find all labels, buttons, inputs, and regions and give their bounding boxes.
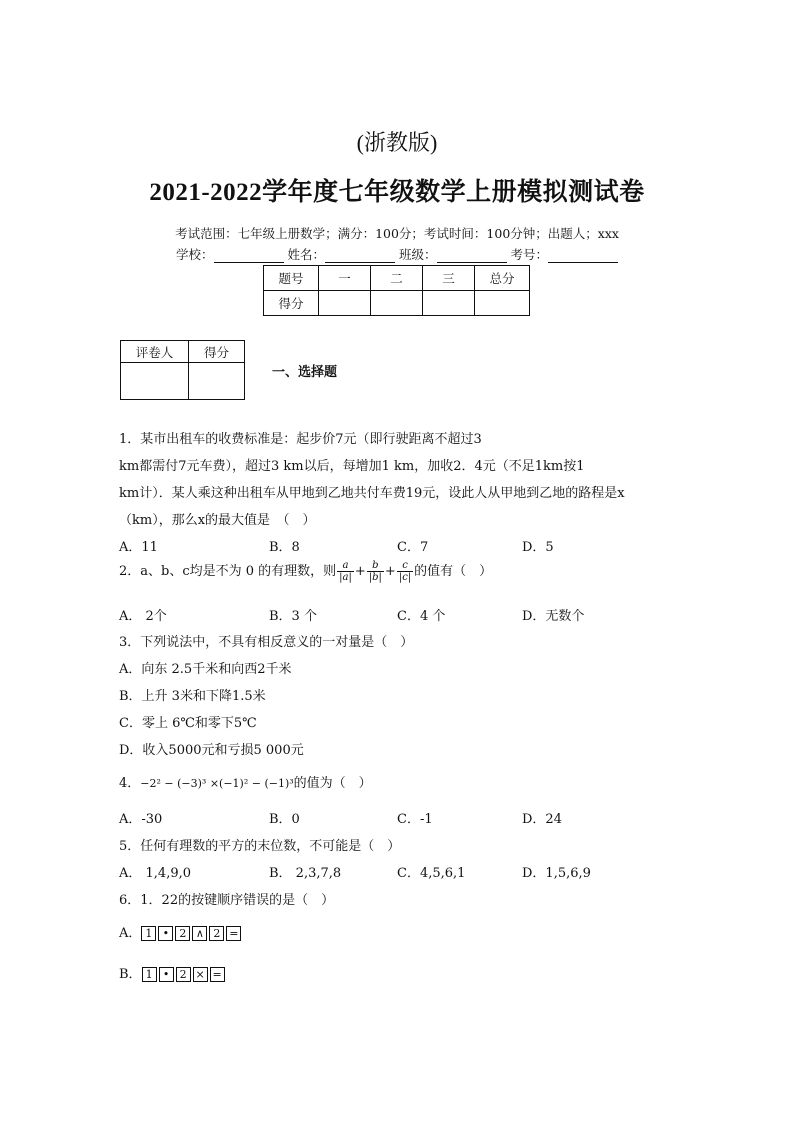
exam-number-label: 考号：	[510, 247, 548, 262]
q4-option-a[interactable]: A．-30	[119, 812, 163, 827]
key-equals: =	[226, 926, 241, 941]
q2-option-a[interactable]: A． 2个	[119, 609, 167, 624]
q5-option-c[interactable]: C．4,5,6,1	[397, 866, 466, 881]
plus-sign: +	[384, 564, 396, 579]
grader-score-cell[interactable]	[189, 363, 245, 400]
q2-option-c[interactable]: C．4 个	[397, 609, 446, 624]
fraction-c-num: c	[402, 560, 408, 571]
q6-option-b[interactable]	[119, 963, 227, 982]
class-label: 班级：	[398, 247, 437, 262]
fraction-a-den: |a|	[339, 572, 352, 583]
section-title: 一、选择题	[272, 365, 338, 380]
q2-stem	[119, 560, 492, 583]
name-blank[interactable]	[325, 249, 395, 263]
score-table	[263, 265, 530, 316]
q1-line1: 1．某市出租车的收费标准是：起步价7元（即行驶距离不超过3	[119, 432, 482, 447]
name-label: 姓名：	[287, 247, 325, 262]
q1-option-d[interactable]: D．5	[522, 540, 554, 555]
q3-option-d[interactable]: D．收入5000元和亏损5 000元	[119, 743, 304, 758]
q3-option-a[interactable]: A．向东 2.5千米和向西2千米	[119, 662, 292, 677]
q1-option-c[interactable]: C．7	[397, 540, 429, 555]
exam-title: 2021-2022学年度七年级数学上册模拟测试卷	[149, 179, 645, 206]
key-2: 2	[175, 926, 190, 941]
q2-prefix: 2．a、b、c均是不为 0 的有理数，则	[119, 564, 337, 579]
q3-option-b[interactable]: B．上升 3米和下降1.5米	[119, 689, 266, 704]
fraction-a	[337, 560, 354, 583]
school-blank[interactable]	[214, 249, 284, 263]
q1-line2: km都需付7元车费），超过3 km以后，每增加1 km，加收2．4元（不足1km按1	[119, 459, 585, 474]
key-multiply: ×	[193, 967, 208, 982]
fraction-c-den: |c|	[398, 572, 412, 583]
class-blank[interactable]	[437, 249, 507, 263]
key-dot: •	[159, 967, 174, 982]
key-equals: =	[210, 967, 225, 982]
exam-number-blank[interactable]	[548, 249, 618, 263]
plus-sign: +	[354, 564, 366, 579]
fraction-a-num: a	[342, 560, 349, 571]
q5-stem: 5．任何有理数的平方的末位数，不可能是（ ）	[119, 839, 401, 854]
fraction-b-den: |b|	[368, 572, 382, 583]
score-header-2: 二	[371, 266, 423, 291]
score-cell[interactable]	[475, 291, 530, 316]
q2-option-d[interactable]: D．无数个	[522, 609, 585, 624]
table-row	[264, 266, 530, 291]
q4-option-b[interactable]: B．0	[269, 812, 300, 827]
q2-suffix: 的值有（ ）	[414, 564, 493, 579]
table-row	[121, 363, 245, 400]
q4-suffix: 的值为（ ）	[293, 776, 372, 791]
fraction-c	[397, 560, 413, 583]
q4-number: 4．	[119, 776, 141, 791]
score-cell[interactable]	[319, 291, 371, 316]
key-dot: •	[158, 926, 173, 941]
q1-line4: （km），那么x的最大值是 （ ）	[119, 513, 316, 528]
fraction-b-num: b	[372, 560, 379, 571]
score-header-3: 三	[423, 266, 475, 291]
fraction-b	[367, 560, 384, 583]
q4-expression: −2² − (−3)³ ×(−1)² − (−1)³	[140, 777, 294, 790]
score-header-1: 一	[319, 266, 371, 291]
q5-option-a[interactable]: A． 1,4,9,0	[119, 866, 192, 881]
grader-cell[interactable]	[121, 363, 189, 400]
table-row	[264, 291, 530, 316]
q2-option-b[interactable]: B．3 个	[269, 609, 317, 624]
student-fields	[0, 245, 794, 263]
q1-option-b[interactable]: B．8	[269, 540, 300, 555]
score-cell[interactable]	[423, 291, 475, 316]
score-header-total: 总分	[475, 266, 530, 291]
grader-score-header: 得分	[189, 341, 245, 363]
q4-option-d[interactable]: D．24	[522, 812, 562, 827]
exam-edition: (浙教版)	[356, 130, 438, 155]
grader-table	[120, 340, 245, 400]
q6-stem: 6．1．22的按键顺序错误的是（ ）	[119, 893, 335, 908]
score-row-label: 得分	[264, 291, 319, 316]
key-1: 1	[142, 967, 157, 982]
key-power: ∧	[192, 926, 207, 941]
q6-option-a[interactable]	[119, 922, 243, 941]
school-label: 学校：	[175, 247, 214, 262]
key-1: 1	[141, 926, 156, 941]
key-2: 2	[209, 926, 224, 941]
score-cell[interactable]	[371, 291, 423, 316]
q5-option-d[interactable]: D．1,5,6,9	[522, 866, 591, 881]
key-2: 2	[176, 967, 191, 982]
exam-info: 考试范围：七年级上册数学；满分：100分；考试时间：100分钟；出题人；xxx	[175, 226, 619, 241]
q3-option-c[interactable]: C．零上 6℃和零下5℃	[119, 716, 257, 731]
table-row	[121, 341, 245, 363]
q1-line3: km计）．某人乘这种出租车从甲地到乙地共付车费19元，设此人从甲地到乙地的路程是x	[119, 486, 625, 501]
q1-option-a[interactable]: A．11	[119, 540, 158, 555]
score-header-question: 题号	[264, 266, 319, 291]
grader-header: 评卷人	[121, 341, 189, 363]
q6-option-b-label: B．	[119, 967, 142, 982]
q5-option-b[interactable]: B． 2,3,7,8	[269, 866, 342, 881]
q4-option-c[interactable]: C．-1	[397, 812, 433, 827]
q4-stem	[119, 772, 372, 791]
q3-stem: 3．下列说法中，不具有相反意义的一对量是（ ）	[119, 635, 414, 650]
q6-option-a-label: A．	[119, 926, 142, 941]
